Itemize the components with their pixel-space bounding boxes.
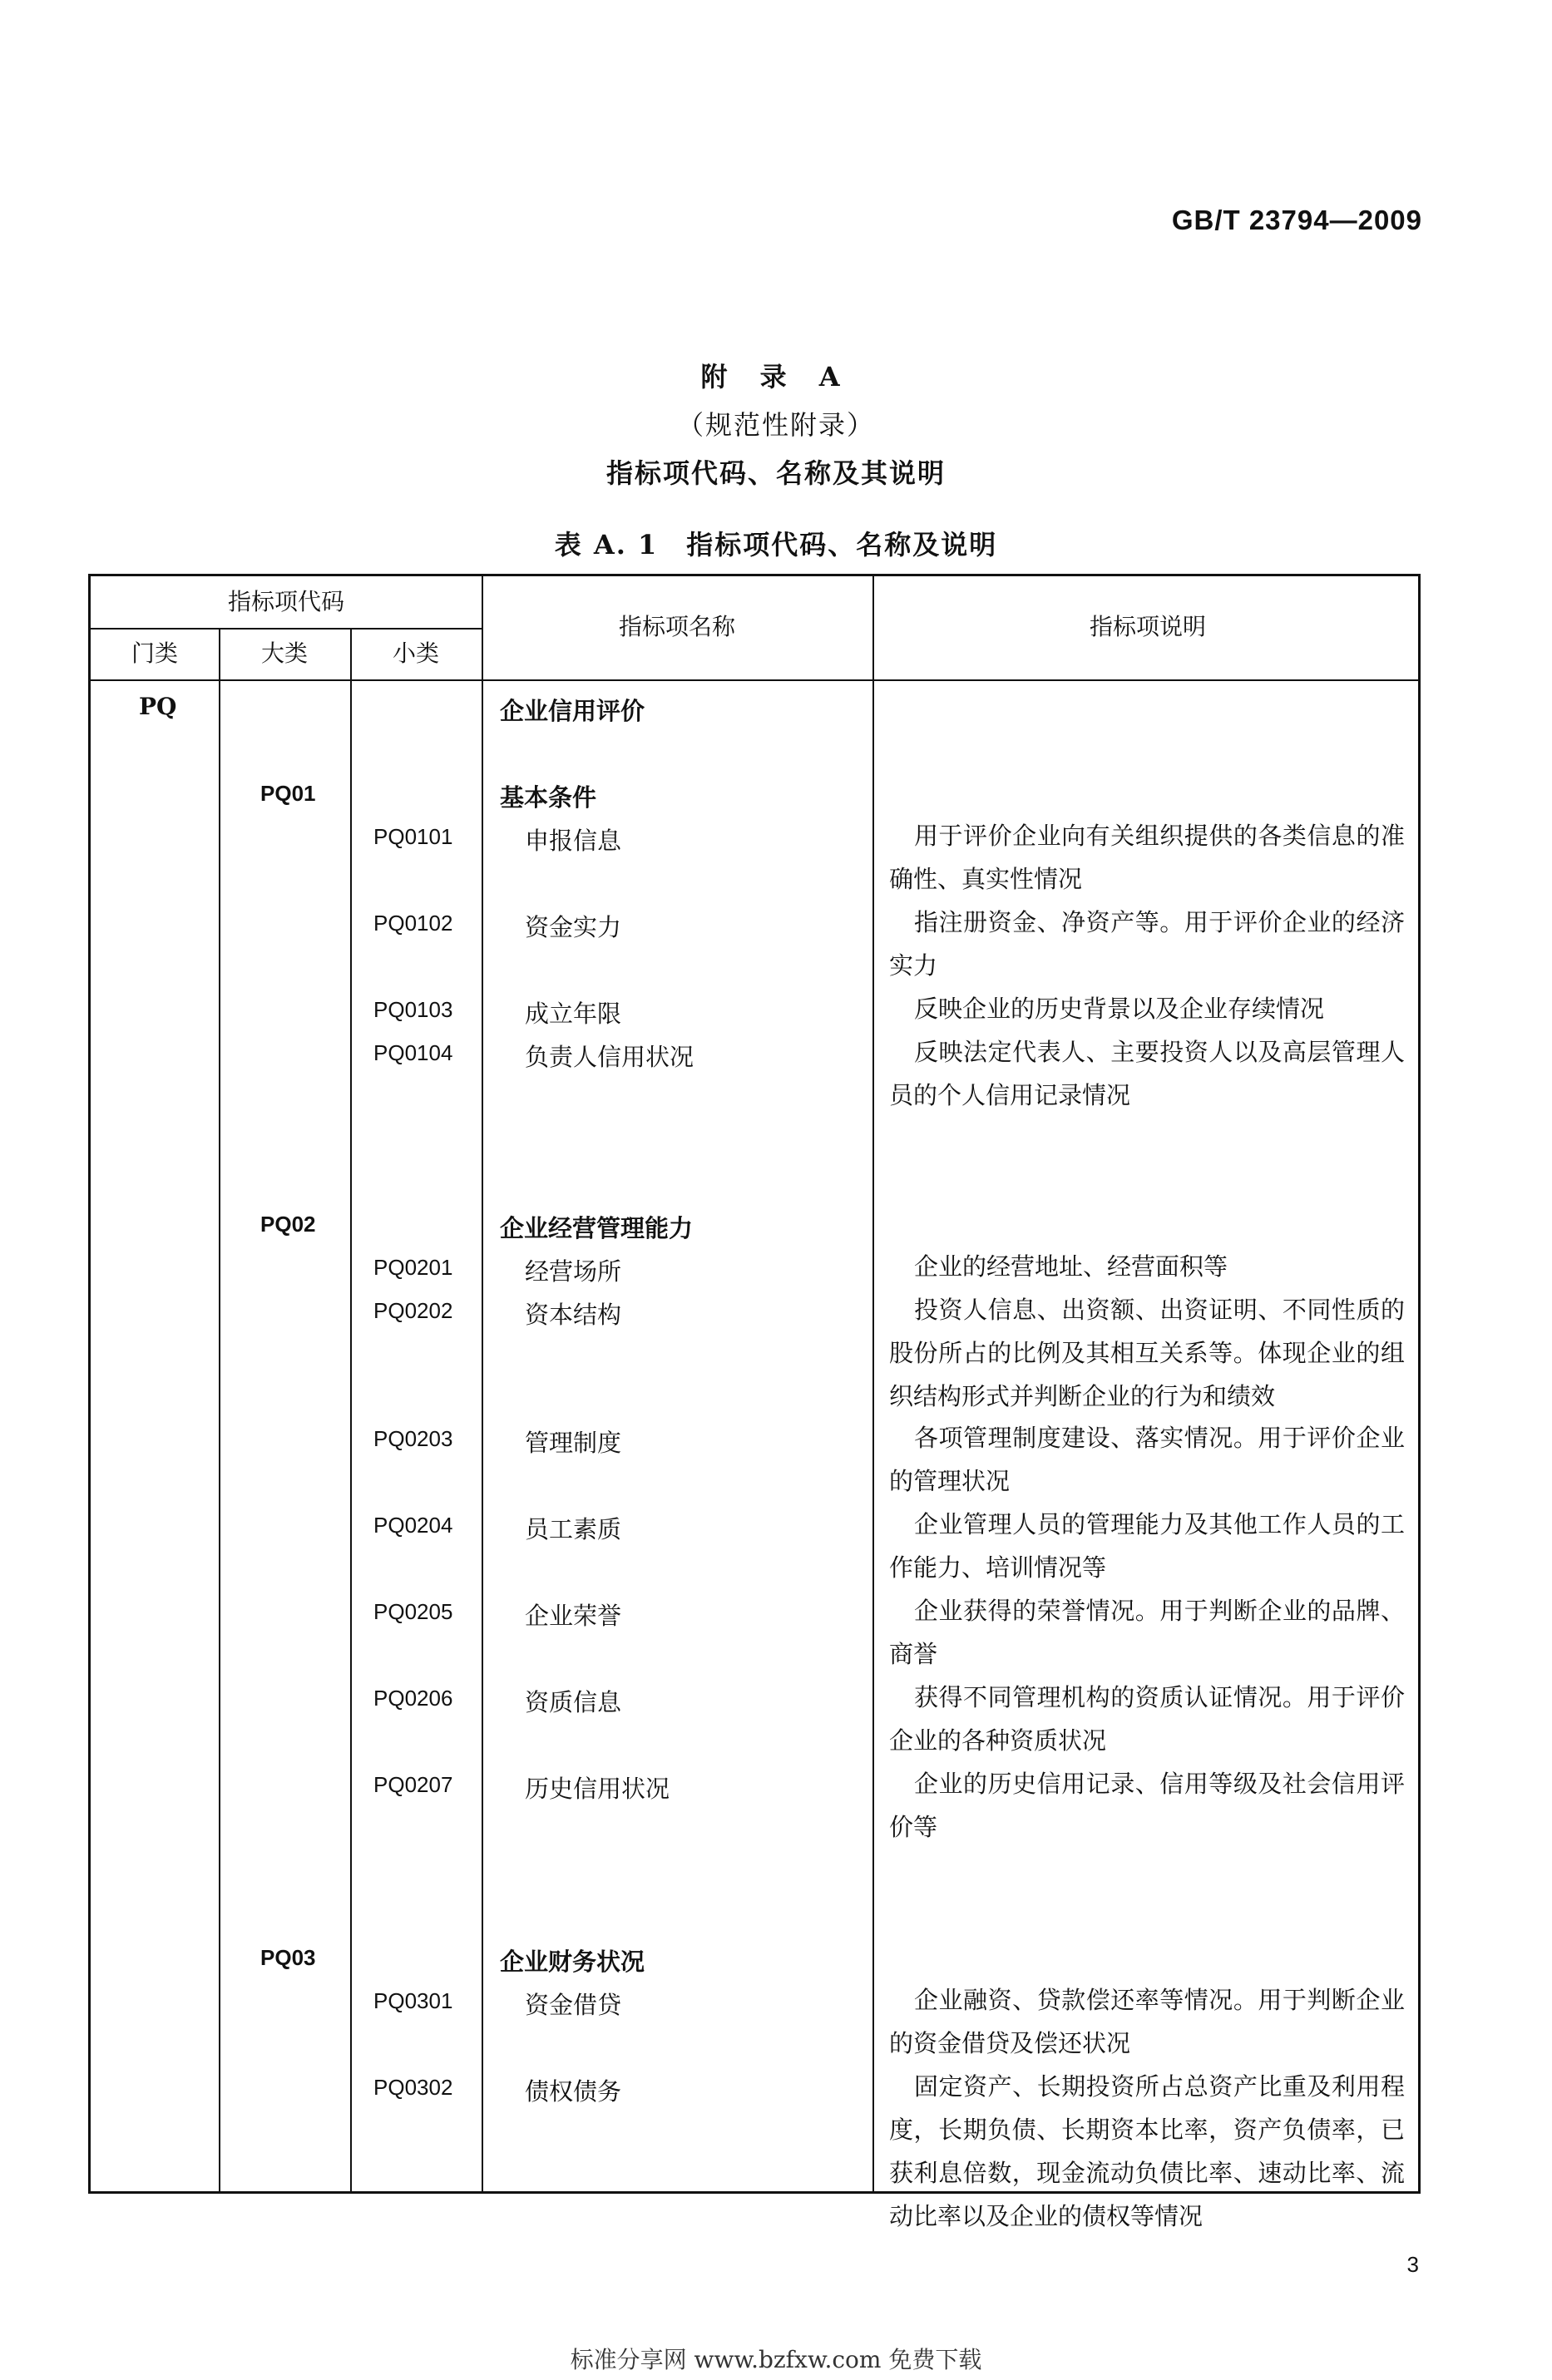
header-major: 大类	[260, 639, 308, 667]
header-name: 指标项名称	[618, 613, 735, 640]
minor-code: PQ0103	[373, 997, 453, 1022]
page-number: 3	[1406, 2252, 1419, 2277]
header-divider	[91, 628, 482, 630]
indicator-description: 企业管理人员的管理能力及其他工作人员的工作能力、培训情况等	[889, 1510, 1405, 1582]
minor-code: PQ0102	[373, 911, 453, 936]
indicator-description: 反映企业的历史背景以及企业存续情况	[914, 995, 1325, 1023]
minor-code: PQ0201	[373, 1255, 453, 1280]
indicator-description: 企业获得的荣誉情况。用于判断企业的品牌、商誉	[889, 1597, 1405, 1668]
major-code: PQ02	[260, 1212, 316, 1237]
indicator-name: 管理制度	[525, 1429, 622, 1457]
indicator-name: 资本结构	[525, 1301, 622, 1329]
indicator-description: 固定资产、长期投资所占总资产比重及利用程度，长期负债、长期资本比率，资产负债率，已获利息倍数，现金流动负债比率、速动比率、流动比率以及企业的债权等情况	[889, 2072, 1405, 2230]
indicator-name: 资质信息	[525, 1688, 622, 1716]
indicator-name: 债权债务	[525, 2077, 622, 2106]
indicator-description: 用于评价企业向有关组织提供的各类信息的准确性、真实性情况	[889, 822, 1405, 893]
appendix-title: 附 录 A	[700, 361, 852, 393]
indicator-table	[88, 574, 1421, 2230]
col-divider	[219, 576, 220, 2191]
indicator-name: 成立年限	[525, 1000, 622, 1028]
major-code: PQ01	[260, 781, 316, 806]
indicator-name: 负责人信用状况	[525, 1043, 694, 1071]
indicator-name: 企业经营管理能力	[500, 1214, 694, 1242]
major-code: PQ03	[260, 1945, 316, 1970]
minor-code: PQ0104	[373, 1040, 453, 1065]
indicator-name: 经营场所	[525, 1257, 622, 1286]
minor-code: PQ0207	[373, 1772, 453, 1797]
indicator-description: 企业的历史信用记录、信用等级及社会信用评价等	[889, 1770, 1405, 1841]
header-bottom-line	[91, 679, 1418, 681]
minor-code: PQ0302	[373, 2075, 453, 2100]
minor-code: PQ0101	[373, 824, 453, 849]
col-divider	[872, 576, 874, 2191]
standard-code: GB/T 23794—2009	[1171, 205, 1422, 235]
minor-code: PQ0204	[373, 1513, 453, 1538]
indicator-name: 基本条件	[500, 783, 597, 812]
indicator-name: 企业荣誉	[525, 1602, 622, 1630]
appendix-subject: 指标项代码、名称及其说明	[605, 457, 946, 489]
indicator-name: 资金实力	[525, 913, 622, 941]
header-desc: 指标项说明	[1089, 613, 1206, 640]
minor-code: PQ0205	[373, 1599, 453, 1624]
door-code: PQ	[139, 693, 177, 720]
indicator-name: 企业财务状况	[500, 1948, 645, 1976]
footer-watermark: 标准分享网 www.bzfxw.com 免费下载	[570, 2346, 982, 2373]
indicator-description: 指注册资金、净资产等。用于评价企业的经济实力	[889, 908, 1405, 980]
indicator-name: 企业信用评价	[500, 697, 645, 725]
minor-code: PQ0203	[373, 1426, 453, 1451]
header-code-group: 指标项代码	[227, 588, 344, 615]
minor-code: PQ0206	[373, 1686, 453, 1711]
indicator-description: 各项管理制度建设、落实情况。用于评价企业的管理状况	[889, 1424, 1405, 1495]
indicator-name: 员工素质	[525, 1515, 622, 1543]
indicator-description: 获得不同管理机构的资质认证情况。用于评价企业的各种资质状况	[889, 1683, 1405, 1755]
minor-code: PQ0202	[373, 1298, 453, 1323]
col-divider	[350, 576, 352, 2191]
indicator-name: 资金借贷	[525, 1991, 622, 2019]
col-divider	[482, 576, 483, 2191]
indicator-description: 企业的经营地址、经营面积等	[914, 1252, 1228, 1281]
header-minor: 小类	[392, 639, 439, 667]
indicator-name: 历史信用状况	[525, 1775, 670, 1803]
header-door: 门类	[131, 639, 178, 667]
indicator-description: 反映法定代表人、主要投资人以及高层管理人员的个人信用记录情况	[889, 1038, 1405, 1109]
table-title: 表 A. 1 指标项代码、名称及说明	[554, 529, 998, 560]
indicator-name: 申报信息	[525, 827, 622, 855]
indicator-description: 企业融资、贷款偿还率等情况。用于判断企业的资金借贷及偿还状况	[889, 1986, 1405, 2057]
minor-code: PQ0301	[373, 1988, 453, 2013]
indicator-description: 投资人信息、出资额、出资证明、不同性质的股份所占的比例及其相互关系等。体现企业的组织结构形式并判断企业的行为和绩效	[889, 1296, 1405, 1410]
normative-label: （规范性附录）	[676, 409, 875, 441]
